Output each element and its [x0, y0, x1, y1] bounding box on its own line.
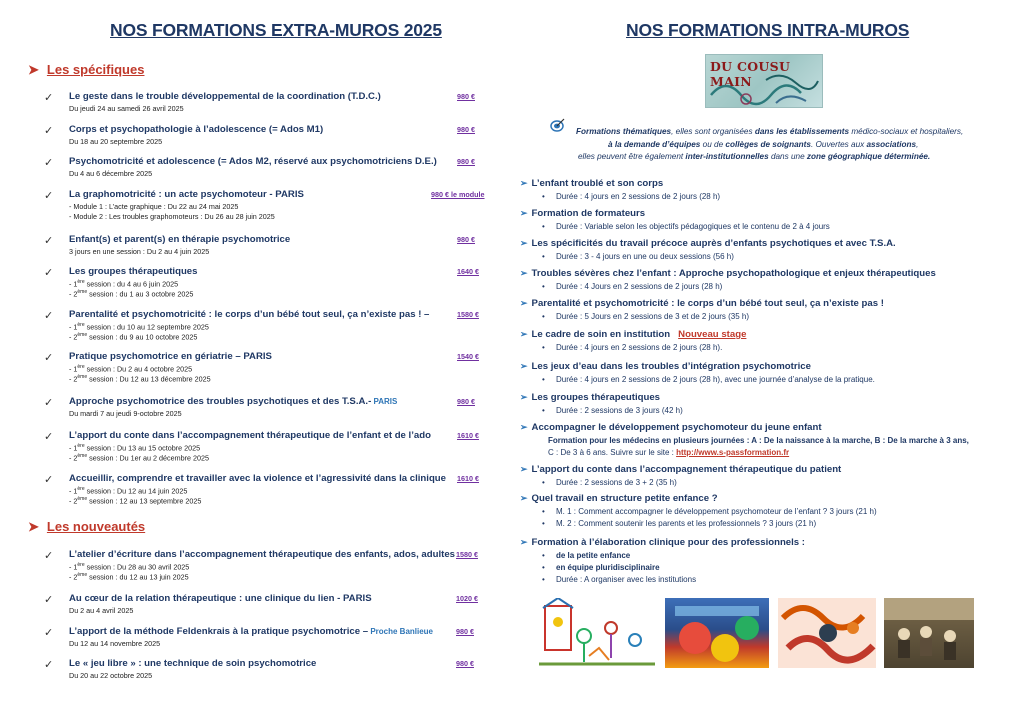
- section-specifiques-heading: ➤ Les spécifiques: [28, 62, 145, 77]
- session-dates: - 1ère session : Du 12 au 14 juin 2025: [69, 486, 188, 496]
- specifique-title[interactable]: Parentalité et psychomotricité : le corps d’un bébé tout seul, ça n’existe pas ! –: [69, 309, 430, 320]
- session-dates: - 1ère session : Du 28 au 30 avril 2025: [69, 562, 190, 572]
- nouveaute-title[interactable]: Au cœur de la relation thérapeutique : une clinique du lien - PARIS: [69, 593, 372, 604]
- session-dates: Du jeudi 24 au samedi 26 avril 2025: [69, 104, 184, 113]
- arrow-right-icon: ➢: [520, 422, 528, 432]
- target-icon: [549, 118, 565, 132]
- intra-item-title[interactable]: [520, 298, 884, 309]
- session-dates: - Module 1 : L’acte graphique : Du 22 au 24 mai 2025: [69, 202, 239, 211]
- bullet-icon: •: [542, 222, 545, 231]
- bullet-text: Durée : 4 jours en 2 sessions de 2 jours (28 h), avec une journée d’analyse de la pratique.: [556, 375, 875, 384]
- checkmark-icon: ✓: [44, 310, 54, 322]
- intra-item-label: Les groupes thérapeutiques: [531, 392, 661, 403]
- children-drawing-image: [539, 598, 655, 668]
- bullet-icon: •: [542, 478, 545, 487]
- intra-item-title[interactable]: [520, 208, 645, 219]
- session-dates: - 1ère session : Du 13 au 15 octobre 2025: [69, 443, 201, 453]
- bullet-icon: •: [542, 519, 545, 528]
- duration-bullet: [542, 478, 677, 487]
- arrow-right-icon: ➢: [520, 238, 528, 248]
- arrow-right-icon: ➢: [520, 329, 528, 339]
- intra-item-title[interactable]: [520, 178, 663, 189]
- session-dates: - 2ème session : du 9 au 10 octobre 2025: [69, 332, 198, 342]
- session-dates: Du 4 au 6 décembre 2025: [69, 169, 153, 178]
- arrow-right-icon: ➢: [520, 208, 528, 218]
- intro-line-3: elles peuvent être également inter-institutionnelles dans une zone géographique déterminée.: [578, 152, 931, 161]
- bullet-text: Durée : 4 jours en 2 sessions de 2 jours (28 h): [556, 192, 721, 201]
- session-dates: - 2ème session : du 12 au 13 juin 2025: [69, 572, 189, 582]
- nouveaute-title[interactable]: Le « jeu libre » : une technique de soin psychomotrice: [69, 658, 317, 669]
- bullet-text: Durée : Variable selon les objectifs pédagogiques et le contenu de 2 à 4 jours: [556, 222, 830, 231]
- arrow-right-icon: ➢: [520, 298, 528, 308]
- price-link[interactable]: 1640 €: [457, 267, 479, 276]
- session-dates: - 1ère session : Du 2 au 4 octobre 2025: [69, 364, 193, 374]
- specifique-title[interactable]: Corps et psychopathologie à l’adolescence (= Ados M1): [69, 124, 324, 135]
- bullet-icon: •: [542, 575, 545, 584]
- arrow-right-icon: ➤: [28, 62, 39, 77]
- bullet-icon: •: [542, 343, 545, 352]
- session-dates: Du 2 au 4 avril 2025: [69, 606, 134, 615]
- checkmark-icon: ✓: [44, 594, 54, 606]
- price-link[interactable]: 980 €: [457, 157, 475, 166]
- session-dates: - 1ère session : du 10 au 12 septembre 2025: [69, 322, 209, 332]
- bullet-text: en équipe pluridisciplinaire: [556, 563, 660, 572]
- intra-item-label: Formation de formateurs: [531, 208, 646, 219]
- bullet-text: Durée : 5 Jours en 2 sessions de 3 et de 2 jours (35 h): [556, 312, 749, 321]
- session-dates: - 1ère session : du 4 au 6 juin 2025: [69, 279, 179, 289]
- price-link[interactable]: 1610 €: [457, 431, 479, 440]
- bullet-text: M. 1 : Comment accompagner le développement psychomoteur de l’enfant ? 3 jours (21 h): [556, 507, 877, 516]
- intra-item-title[interactable]: [520, 361, 811, 372]
- specifique-title[interactable]: Approche psychomotrice des troubles psychotiques et des T.S.A.- PARIS: [69, 396, 398, 407]
- duration-bullet: [542, 282, 722, 291]
- specifique-title[interactable]: Le geste dans le trouble développemental de la coordination (T.D.C.): [69, 91, 381, 102]
- price-link[interactable]: 980 €: [457, 125, 475, 134]
- price-link[interactable]: 1580 €: [457, 310, 479, 319]
- intra-item-label: Le cadre de soin en institution: [531, 329, 671, 340]
- session-dates: - Module 2 : Les troubles graphomoteurs : Du 26 au 28 juin 2025: [69, 212, 275, 221]
- arrow-right-icon: ➢: [520, 268, 528, 278]
- bullet-text: Durée : 4 Jours en 2 sessions de 2 jours (28 h): [556, 282, 723, 291]
- checkmark-icon: ✓: [44, 190, 54, 202]
- bullet-icon: •: [542, 406, 545, 415]
- nouveaute-title[interactable]: L’apport de la méthode Feldenkrais à la pratique psychomotrice – Proche Banlieue: [69, 626, 434, 637]
- bullet-icon: •: [542, 375, 545, 384]
- duration-bullet: [542, 222, 830, 231]
- specifique-title[interactable]: La graphomotricité : un acte psychomoteur - PARIS: [69, 189, 304, 200]
- intra-item-label: Troubles sévères chez l’enfant : Approche psychopathologique et enjeux thérapeutiques: [531, 268, 936, 279]
- session-dates: - 2ème session : Du 1er au 2 décembre 2025: [69, 453, 209, 463]
- session-dates: Du mardi 7 au jeudi 9-octobre 2025: [69, 409, 182, 418]
- du-cousu-main-logo: DU COUSU MAIN: [705, 54, 823, 108]
- session-dates: Du 18 au 20 septembre 2025: [69, 137, 163, 146]
- bullet-text: de la petite enfance: [556, 551, 631, 560]
- session-dates: Du 12 au 14 novembre 2025: [69, 639, 161, 648]
- arrow-right-icon: ➢: [520, 392, 528, 402]
- duration-bullet: [542, 406, 683, 415]
- bullet-icon: •: [542, 282, 545, 291]
- price-link[interactable]: 980 €: [457, 397, 475, 406]
- intra-item-label: Formation à l’élaboration clinique pour des professionnels :: [531, 537, 806, 548]
- specifique-title[interactable]: Psychomotricité et adolescence (= Ados M2, réservé aux psychomotriciens D.E.): [69, 156, 437, 167]
- checkmark-icon: ✓: [44, 474, 54, 486]
- duration-bullet: [542, 519, 816, 528]
- bullet-text: Durée : 2 sessions de 3 + 2 (35 h): [556, 478, 677, 487]
- fabric-pattern-icon: [706, 55, 822, 107]
- bullet-icon: •: [542, 312, 545, 321]
- intra-item-title[interactable]: [520, 464, 841, 475]
- intra-item-title[interactable]: [520, 493, 718, 504]
- specifique-title[interactable]: L’apport du conte dans l’accompagnement thérapeutique de l’enfant et de l’ado: [69, 430, 431, 441]
- duration-bullet: [542, 551, 630, 560]
- intra-item-label: Accompagner le développement psychomoteur du jeune enfant: [531, 422, 822, 433]
- bullet-text: Durée : 3 - 4 jours en une ou deux sessions (56 h): [556, 252, 734, 261]
- duration-bullet: [542, 575, 696, 584]
- checkmark-icon: ✓: [44, 659, 54, 671]
- price-link[interactable]: 1580 €: [456, 550, 478, 559]
- checkmark-icon: ✓: [44, 92, 54, 104]
- bullet-icon: •: [542, 507, 545, 516]
- extra-muros-title: NOS FORMATIONS EXTRA-MUROS 2025: [110, 20, 442, 40]
- arrow-right-icon: ➤: [28, 519, 39, 534]
- duration-bullet: [542, 252, 734, 261]
- intra-muros-title: NOS FORMATIONS INTRA-MUROS: [626, 20, 910, 40]
- arrow-right-icon: ➢: [520, 464, 528, 474]
- price-link[interactable]: 980 €: [457, 92, 475, 101]
- website-link[interactable]: http://www.s-passformation.fr: [676, 448, 790, 457]
- duration-bullet: [542, 563, 660, 572]
- arrow-right-icon: ➢: [520, 493, 528, 503]
- bullet-text: Durée : 4 jours en 2 sessions de 2 jours (28 h).: [556, 343, 723, 352]
- price-link[interactable]: 1020 €: [456, 594, 478, 603]
- session-dates: - 2ème session : Du 12 au 13 décembre 2025: [69, 374, 211, 384]
- session-dates: Du 20 au 22 octobre 2025: [69, 671, 153, 680]
- bullet-text: Durée : A organiser avec les institutions: [556, 575, 697, 584]
- session-dates: - 2ème session : 12 au 13 septembre 2025: [69, 496, 202, 506]
- duration-bullet: [542, 312, 749, 321]
- bullet-icon: •: [542, 551, 545, 560]
- intra-item-label: Les jeux d’eau dans les troubles d’intégration psychomotrice: [531, 361, 811, 372]
- price-link[interactable]: 980 € le module: [431, 190, 485, 199]
- intra-item-title[interactable]: [520, 268, 936, 279]
- intra-item-label: Quel travail en structure petite enfance ?: [531, 493, 718, 504]
- duration-bullet: [542, 375, 875, 384]
- intra-item-label: L’enfant troublé et son corps: [531, 178, 664, 189]
- price-link[interactable]: 1610 €: [457, 474, 479, 483]
- specifique-title[interactable]: Accueillir, comprendre et travailler avec la violence et l’agressivité dans la clinique: [69, 473, 446, 484]
- price-link[interactable]: 980 €: [457, 235, 475, 244]
- location-tag: PARIS: [371, 397, 398, 406]
- intro-line-2: à la demande d’équipes ou de collèges de soignants. Ouvertes aux associations,: [608, 140, 919, 149]
- bullet-text: Durée : 2 sessions de 3 jours (42 h): [556, 406, 683, 415]
- checkmark-icon: ✓: [44, 157, 54, 169]
- specifique-title[interactable]: Les groupes thérapeutiques: [69, 266, 198, 277]
- bullet-icon: •: [542, 192, 545, 201]
- nouveaute-title[interactable]: L’atelier d’écriture dans l’accompagnement thérapeutique des enfants, ados, adultes: [69, 549, 455, 560]
- intra-item-label: L’apport du conte dans l’accompagnement thérapeutique du patient: [531, 464, 842, 475]
- group-session-photo: [884, 598, 974, 668]
- session-dates: - 2ème session : du 1 au 3 octobre 2025: [69, 289, 194, 299]
- specifique-title[interactable]: Enfant(s) et parent(s) en thérapie psychomotrice: [69, 234, 291, 245]
- duration-bullet: [542, 343, 722, 352]
- bullet-icon: •: [542, 563, 545, 572]
- intra-item-label: Les spécificités du travail précoce auprès d’enfants psychotiques et avec T.S.A.: [531, 238, 896, 249]
- location-tag: Proche Banlieue: [368, 627, 434, 636]
- price-link[interactable]: 1540 €: [457, 352, 479, 361]
- arrow-right-icon: ➢: [520, 178, 528, 188]
- session-dates: 3 jours en une session : Du 2 au 4 juin 2025: [69, 247, 210, 256]
- hands-painting-photo: [778, 598, 876, 668]
- duration-bullet: [542, 192, 720, 201]
- duration-bullet: [542, 507, 877, 516]
- bullet-icon: •: [542, 252, 545, 261]
- site-link-line: C : De 3 à 6 ans. Suivre sur le site : http://www.s-passformation.fr: [548, 448, 790, 457]
- checkmark-icon: ✓: [44, 431, 54, 443]
- specifique-title[interactable]: Pratique psychomotrice en gériatrie – PARIS: [69, 351, 272, 362]
- price-link[interactable]: 980 €: [456, 659, 474, 668]
- bullet-text: M. 2 : Comment soutenir les parents et les professionnels ? 3 jours (21 h): [556, 519, 817, 528]
- checkmark-icon: ✓: [44, 550, 54, 562]
- arrow-right-icon: ➢: [520, 361, 528, 371]
- checkmark-icon: ✓: [44, 352, 54, 364]
- checkmark-icon: ✓: [44, 627, 54, 639]
- arrow-right-icon: ➢: [520, 537, 528, 547]
- intra-item-title[interactable]: [520, 422, 822, 433]
- price-link[interactable]: 980 €: [456, 627, 474, 636]
- checkmark-icon: ✓: [44, 267, 54, 279]
- intra-item-title[interactable]: [520, 537, 805, 548]
- checkmark-icon: ✓: [44, 397, 54, 409]
- intra-item-label: Parentalité et psychomotricité : le corps d’un bébé tout seul, ça n’existe pas !: [531, 298, 884, 309]
- checkmark-icon: ✓: [44, 125, 54, 137]
- intra-item-title[interactable]: [520, 329, 746, 340]
- intra-item-title[interactable]: [520, 238, 896, 249]
- checkmark-icon: ✓: [44, 235, 54, 247]
- playroom-photo: [665, 598, 769, 668]
- intro-line-1: Formations thématiques, elles sont organisées dans les établissements médico-sociaux et hospitaliers,: [576, 127, 964, 136]
- new-badge: Nouveau stage: [678, 329, 747, 340]
- intra-item-title[interactable]: [520, 392, 660, 403]
- medecins-formation-line: Formation pour les médecins en plusieurs journées : A : De la naissance à la marche, B : De la marche à 3 ans,: [548, 436, 969, 445]
- section-nouveautes-heading: ➤ Les nouveautés: [28, 519, 146, 534]
